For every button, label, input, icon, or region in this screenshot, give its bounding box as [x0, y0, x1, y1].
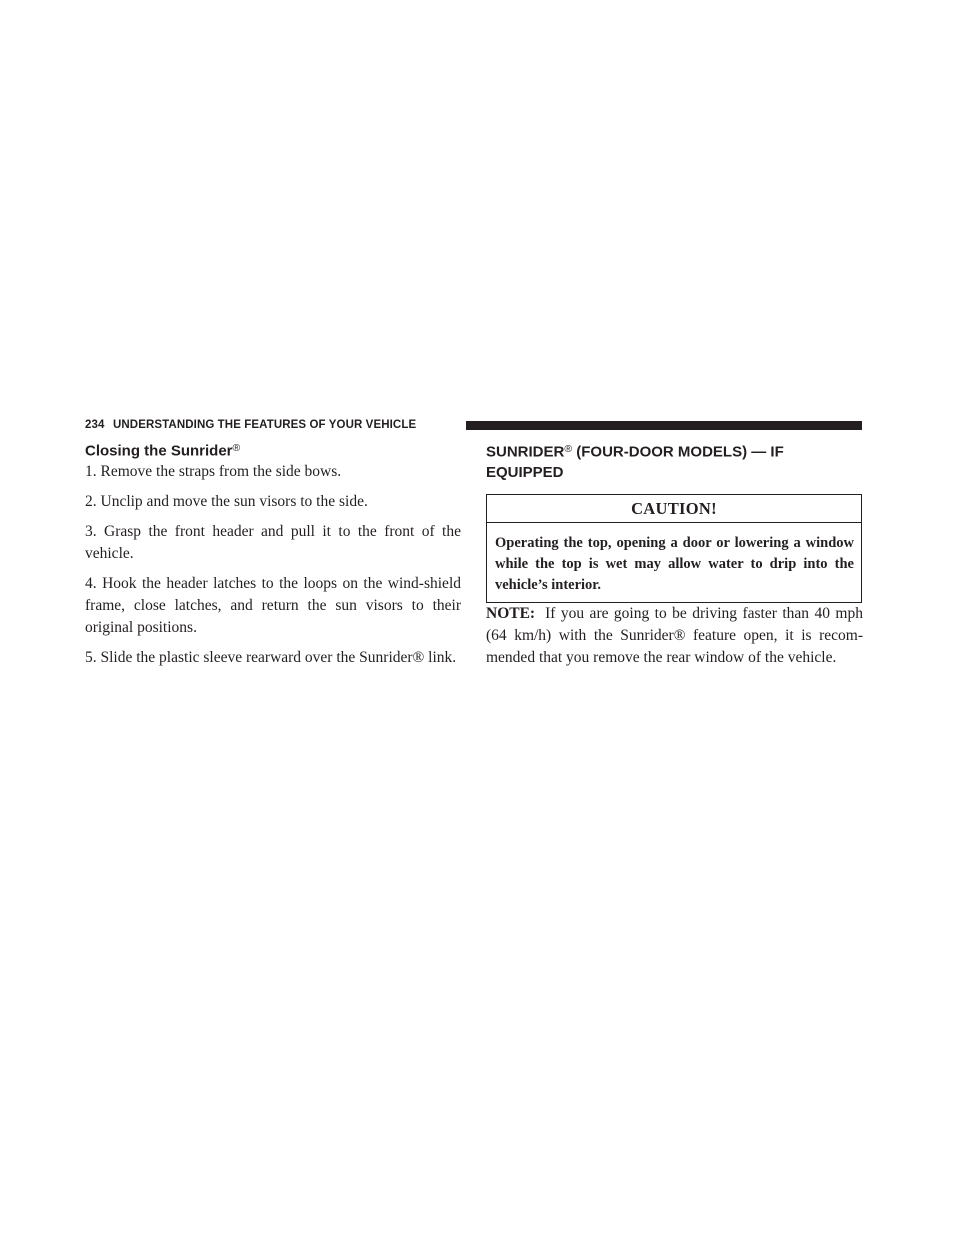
heading-text-part2: (FOUR-DOOR MODELS) — IF EQUIPPED [486, 443, 784, 481]
step-2: 2. Unclip and move the sun visors to the side. [85, 492, 368, 510]
registered-mark: ® [232, 442, 241, 454]
caution-box [486, 494, 862, 603]
page-number: 234 [85, 419, 105, 431]
right-column [486, 439, 863, 669]
step-5: 5. Slide the plastic sleeve rearward over the Sunrider® link. [85, 648, 457, 666]
section-heading-sunrider-four-door [486, 439, 863, 483]
registered-mark: ® [564, 443, 573, 455]
heading-text: Closing the Sunrider [85, 442, 233, 460]
header-rule [466, 421, 862, 430]
step-3: 3. Grasp the front header and pull it to the front of the vehicle. [85, 522, 461, 562]
left-column [85, 439, 461, 669]
note-text: If you are going to be driving faster than 40 mph (64 km/h) with the Sunrider® feature open, it is recom-mended that you remove the rear window of the vehicle. [486, 604, 863, 666]
note-label: NOTE: [486, 604, 536, 622]
page-header [85, 419, 862, 432]
heading-text-part1: SUNRIDER [486, 443, 565, 461]
note-paragraph [486, 603, 863, 669]
step-1: 1. Remove the straps from the side bows. [85, 462, 342, 480]
section-heading-closing-sunrider [85, 439, 461, 461]
caution-title: CAUTION! [487, 495, 861, 523]
step-4: 4. Hook the header latches to the loops on the wind-shield frame, close latches, and return the sun visors to their original positions. [85, 574, 461, 636]
running-head: UNDERSTANDING THE FEATURES OF YOUR VEHICLE [113, 419, 417, 431]
caution-text: Operating the top, opening a door or lowering a window while the top is wet may allow water to drip into the vehicle’s interior. [495, 534, 854, 593]
